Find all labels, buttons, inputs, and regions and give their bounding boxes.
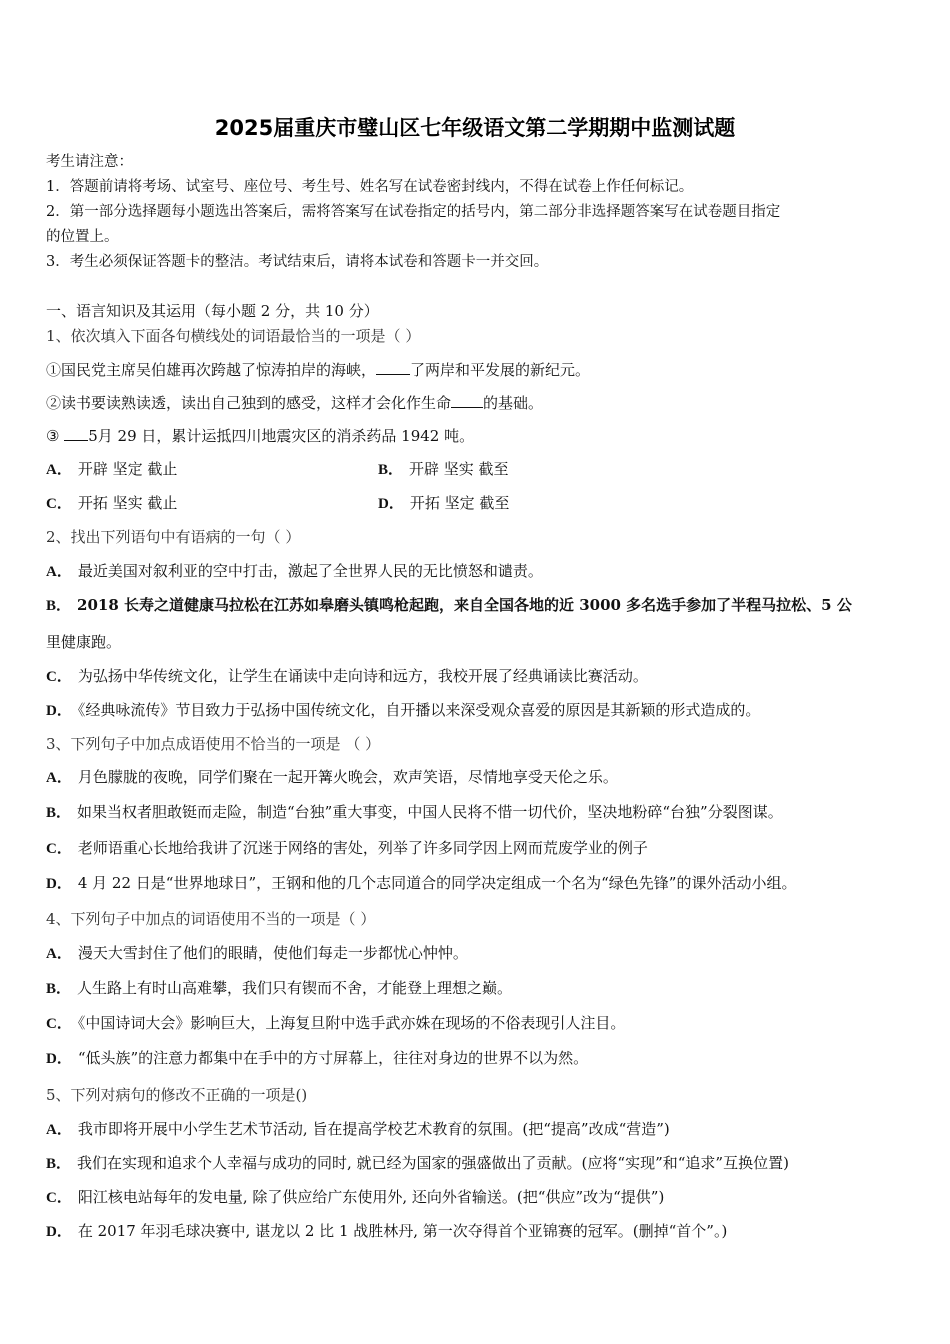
option-letter: B． xyxy=(46,1156,72,1172)
option-text: 我市即将开展中小学生艺术节活动, 旨在提高学校艺术教育的氛围。(把“提高”改成“营造”) xyxy=(77,1120,670,1138)
option-text: 我们在实现和追求个人幸福与成功的同时, 就已经为国家的强盛做出了贡献。(应将“实现”和“追求”互换位置) xyxy=(77,1154,789,1172)
option-letter: C． xyxy=(46,669,72,685)
option-text: 4 月 22 日是“世界地球日”，王钢和他的几个志同道合的同学决定组成一个名为“绿色先锋”的课外活动小组。 xyxy=(77,874,797,892)
option-letter: A． xyxy=(46,1122,72,1138)
option-text: 月色朦胧的夜晚，同学们聚在一起开篝火晚会，欢声笑语，尽情地享受天伦之乐。 xyxy=(77,768,618,786)
page-title: 2025届重庆市璧山区七年级语文第二学期期中监测试题 xyxy=(214,116,736,140)
option-c xyxy=(46,1187,664,1208)
option-letter: C． xyxy=(46,1190,72,1206)
option-text: 阳江核电站每年的发电量, 除了供应给广东使用外, 还向外省输送。(把“供应”改为“提供”) xyxy=(77,1188,665,1206)
option-c xyxy=(46,493,177,514)
sentence-text: ③ xyxy=(46,427,65,445)
option-letter: D． xyxy=(46,703,72,719)
option-text: 开拓 坚实 截止 xyxy=(77,494,178,512)
option-letter: D． xyxy=(46,1224,72,1240)
option-text: 为弘扬中华传统文化，让学生在诵读中走向诗和远方，我校开展了经典诵读比赛活动。 xyxy=(77,667,648,685)
question-1-sentence-2 xyxy=(46,393,543,413)
option-text: 开辟 坚实 截至 xyxy=(409,460,509,478)
notice-item: 2．第一部分选择题每小题选出答案后，需将答案写在试卷指定的括号内，第二部分非选择题答案写在试卷题目指定 xyxy=(46,204,781,220)
option-text: 漫天大雪封住了他们的眼睛，使他们每走一步都忧心忡忡。 xyxy=(77,944,468,962)
option-d xyxy=(46,1048,588,1069)
sentence-text: ②读书要读熟读透，读出自己独到的感受，这样才会化作生命 xyxy=(46,394,452,412)
option-letter: B． xyxy=(46,598,72,614)
option-a xyxy=(46,459,177,480)
option-letter: C． xyxy=(46,841,72,857)
option-letter: B． xyxy=(46,981,72,997)
option-letter: D． xyxy=(378,496,404,512)
sentence-text: 了两岸和平发展的新纪元。 xyxy=(410,361,591,379)
option-d xyxy=(46,873,796,894)
option-letter: C． xyxy=(46,1016,72,1032)
option-b xyxy=(46,978,512,999)
option-text: “低头族”的注意力都集中在手中的方寸屏幕上，往往对身边的世界不以为然。 xyxy=(77,1049,589,1067)
option-text: 老师语重心长地给我讲了沉迷于网络的害处，列举了许多同学因上网而荒废学业的例子 xyxy=(77,839,648,857)
option-b xyxy=(46,1153,789,1174)
question-1-stem: 1、依次填入下面各句横线处的词语最恰当的一项是（ ） xyxy=(46,327,421,345)
notice-item: 1．答题前请将考场、试室号、座位号、考生号、姓名写在试卷密封线内，不得在试卷上作任何标记。 xyxy=(46,179,694,195)
notice-item: 的位置上。 xyxy=(46,229,119,245)
question-5-stem: 5、下列对病句的修改不正确的一项是() xyxy=(46,1086,308,1104)
option-letter: B． xyxy=(378,462,404,478)
option-a xyxy=(46,943,468,964)
notice-item: 3．考生必须保证答题卡的整洁。考试结束后，请将本试卷和答题卡一并交回。 xyxy=(46,254,549,270)
option-letter: A． xyxy=(46,462,72,478)
notice-heading: 考生请注意： xyxy=(46,154,133,170)
question-4-stem: 4、下列句子中加点的词语使用不当的一项是（ ） xyxy=(46,910,376,928)
option-letter: C． xyxy=(46,496,72,512)
fill-blank xyxy=(376,360,410,375)
option-letter: A． xyxy=(46,946,72,962)
option-a xyxy=(46,561,543,582)
option-text: 人生路上有时山高难攀，我们只有锲而不舍，才能登上理想之巅。 xyxy=(77,979,513,997)
option-text: 里健康跑。 xyxy=(46,633,122,651)
option-b xyxy=(46,802,783,823)
question-1-sentence-3 xyxy=(46,426,474,446)
option-d xyxy=(46,1221,727,1242)
sentence-text: 的基础。 xyxy=(483,394,544,412)
sentence-text: 5月 29 日，累计运抵四川地震灾区的消杀药品 1942 吨。 xyxy=(88,427,475,445)
option-text: 开辟 坚定 截止 xyxy=(77,460,178,478)
option-text: 最近美国对叙利亚的空中打击，激起了全世界人民的无比愤怒和谴责。 xyxy=(77,562,543,580)
option-b-continued xyxy=(46,632,121,652)
option-letter: A． xyxy=(46,564,72,580)
option-b xyxy=(46,595,852,616)
option-a xyxy=(46,1119,670,1140)
option-text: 开拓 坚定 截至 xyxy=(409,494,510,512)
option-a xyxy=(46,767,618,788)
option-letter: A． xyxy=(46,770,72,786)
option-text: 《中国诗词大会》影响巨大，上海复旦附中选手武亦姝在现场的不俗表现引人注目。 xyxy=(77,1014,626,1032)
option-c xyxy=(46,1013,625,1034)
option-d xyxy=(46,700,760,721)
option-d xyxy=(378,493,509,514)
option-text: 《经典咏流传》节目致力于弘扬中国传统文化，自开播以来深受观众喜爱的原因是其新颖的形式造成的。 xyxy=(77,701,761,719)
section-heading: 一、语言知识及其运用（每小题 2 分，共 10 分） xyxy=(46,302,379,320)
question-1-sentence-1 xyxy=(46,360,590,380)
option-text: 2018 长寿之道健康马拉松在江苏如皋磨头镇鸣枪起跑，来自全国各地的近 3000 多名选手参加了半程马拉松、5 公 xyxy=(77,596,852,614)
fill-blank xyxy=(451,393,483,408)
option-c xyxy=(46,838,648,859)
option-c xyxy=(46,666,648,687)
option-text: 在 2017 年羽毛球决赛中, 谌龙以 2 比 1 战胜林丹, 第一次夺得首个亚锦赛的冠军。(删掉“首个”。) xyxy=(77,1222,728,1240)
option-letter: D． xyxy=(46,1051,72,1067)
option-letter: B． xyxy=(46,805,72,821)
option-letter: D． xyxy=(46,876,72,892)
option-b xyxy=(378,459,509,480)
option-text: 如果当权者胆敢铤而走险，制造“台独”重大事变，中国人民将不惜一切代价，坚决地粉碎“台独”分裂图谋。 xyxy=(77,803,783,821)
fill-blank xyxy=(64,426,88,441)
sentence-text: ①国民党主席吴伯雄再次跨越了惊涛拍岸的海峡， xyxy=(46,361,377,379)
question-2-stem: 2、找出下列语句中有语病的一句（ ） xyxy=(46,528,301,546)
question-3-stem: 3、下列句子中加点成语使用不恰当的一项是 （ ） xyxy=(46,735,381,753)
